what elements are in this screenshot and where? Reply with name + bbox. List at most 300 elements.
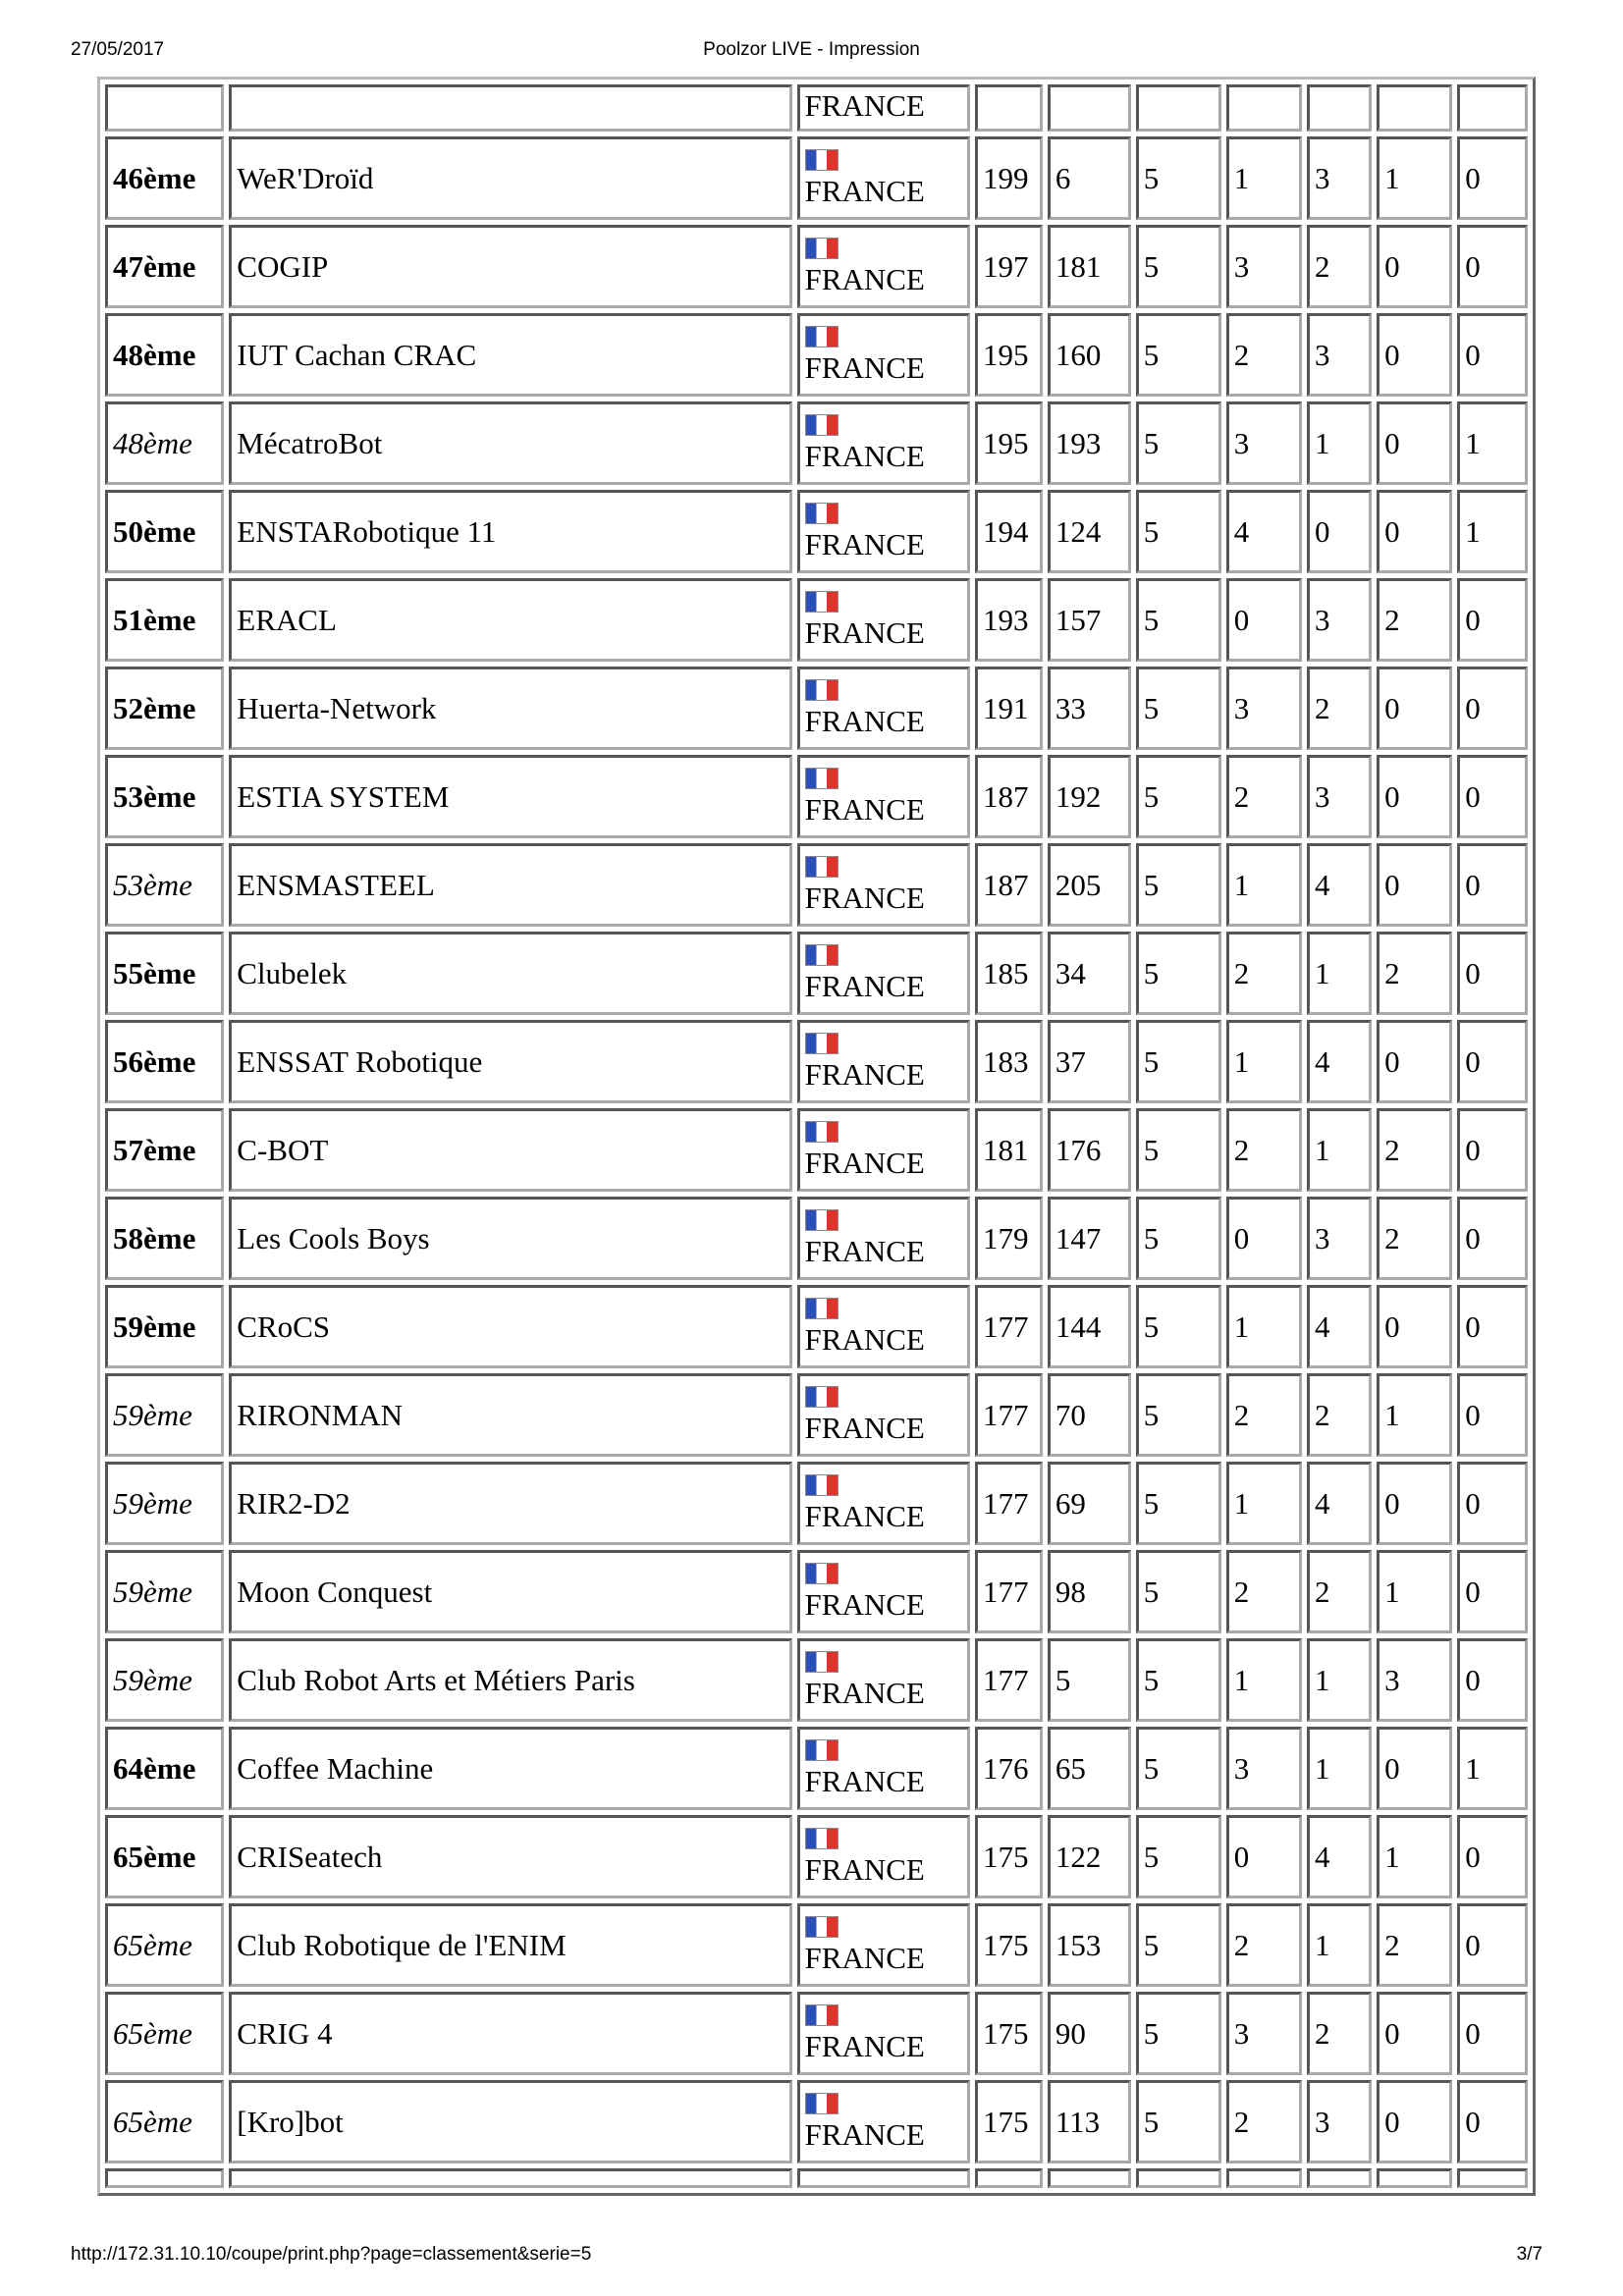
table-row: [105, 755, 1528, 838]
team-name-cell: ENSMASTEEL: [229, 843, 791, 927]
stat-cell: [1377, 84, 1452, 132]
team-name-cell: ENSSAT Robotique: [229, 1020, 791, 1103]
team-name-cell: Coffee Machine: [229, 1727, 791, 1810]
table-row: [105, 843, 1528, 927]
table-row: [105, 401, 1528, 485]
stat-cell: 0: [1457, 1815, 1528, 1898]
team-name-cell: CRoCS: [229, 1285, 791, 1368]
rank-cell: 64ème: [105, 1727, 224, 1810]
stat-cell: 1: [1307, 932, 1372, 1015]
empty-cell: [229, 2168, 791, 2188]
country-name: FRANCE: [804, 1498, 925, 1533]
rank-cell: 65ème: [105, 1903, 224, 1987]
country-cell: [797, 932, 970, 1015]
france-flag-icon: [805, 1209, 839, 1231]
country-cell: [797, 578, 970, 662]
table-row: [105, 1108, 1528, 1192]
stat-cell: 0: [1377, 490, 1452, 573]
france-flag-icon: [805, 238, 839, 259]
country-cell: [797, 313, 970, 397]
country-name: FRANCE: [804, 1675, 925, 1710]
country-cell: [797, 2080, 970, 2163]
stat-cell: 0: [1457, 1638, 1528, 1722]
stat-cell: 5: [1136, 313, 1221, 397]
stat-cell: 3: [1226, 667, 1302, 750]
ranking-body: [105, 84, 1528, 2188]
team-name-cell: ERACL: [229, 578, 791, 662]
table-row: [105, 2080, 1528, 2163]
stat-cell: 0: [1457, 755, 1528, 838]
stat-cell: 0: [1457, 1285, 1528, 1368]
stat-cell: 3: [1307, 2080, 1372, 2163]
france-flag-icon: [805, 1739, 839, 1761]
stat-cell: 5: [1136, 401, 1221, 485]
stat-cell: 5: [1136, 136, 1221, 220]
stat-cell: 2: [1226, 2080, 1302, 2163]
stat-cell: 0: [1457, 1550, 1528, 1633]
france-flag-icon: [805, 856, 839, 878]
stat-cell: 3: [1226, 1992, 1302, 2075]
points-cell: 177: [975, 1285, 1043, 1368]
stat-cell: 0: [1457, 136, 1528, 220]
stat-cell: 2: [1307, 225, 1372, 308]
rank-cell: 53ème: [105, 755, 224, 838]
country-cell: [797, 136, 970, 220]
team-number-cell: 181: [1048, 225, 1131, 308]
points-cell: 175: [975, 1903, 1043, 1987]
stat-cell: 3: [1226, 1727, 1302, 1810]
team-number-cell: 98: [1048, 1550, 1131, 1633]
france-flag-icon: [805, 414, 839, 436]
empty-cell: [1457, 2168, 1528, 2188]
team-name-cell: CRIG 4: [229, 1992, 791, 2075]
country-name: FRANCE: [804, 1851, 925, 1887]
country-name: FRANCE: [804, 1233, 925, 1268]
points-cell: 199: [975, 136, 1043, 220]
stat-cell: 3: [1226, 225, 1302, 308]
france-flag-icon: [805, 1563, 839, 1584]
team-number-cell: 176: [1048, 1108, 1131, 1192]
points-cell: 181: [975, 1108, 1043, 1192]
stat-cell: 0: [1377, 1727, 1452, 1810]
country-name: FRANCE: [804, 526, 925, 561]
points-cell: [975, 84, 1043, 132]
rank-cell: [105, 84, 224, 132]
stat-cell: 5: [1136, 1550, 1221, 1633]
team-name-cell: C-BOT: [229, 1108, 791, 1192]
france-flag-icon: [805, 1828, 839, 1849]
france-flag-icon: [805, 1651, 839, 1673]
team-number-cell: 113: [1048, 2080, 1131, 2163]
france-flag-icon: [805, 149, 839, 171]
stat-cell: 5: [1136, 1020, 1221, 1103]
stat-cell: 0: [1377, 667, 1452, 750]
empty-cell: [1226, 2168, 1302, 2188]
team-name-cell: Les Cools Boys: [229, 1197, 791, 1280]
empty-cell: [1377, 2168, 1452, 2188]
stat-cell: 0: [1226, 1815, 1302, 1898]
points-cell: 194: [975, 490, 1043, 573]
points-cell: 197: [975, 225, 1043, 308]
stat-cell: 2: [1307, 1550, 1372, 1633]
stat-cell: 0: [1377, 313, 1452, 397]
country-cell: [797, 1550, 970, 1633]
table-row: [105, 225, 1528, 308]
stat-cell: 4: [1307, 1815, 1372, 1898]
country-cell: [797, 1285, 970, 1368]
table-row: [105, 578, 1528, 662]
stat-cell: 2: [1226, 1108, 1302, 1192]
team-number-cell: 147: [1048, 1197, 1131, 1280]
team-name-cell: ESTIA SYSTEM: [229, 755, 791, 838]
team-number-cell: 124: [1048, 490, 1131, 573]
france-flag-icon: [805, 768, 839, 789]
stat-cell: 0: [1457, 1197, 1528, 1280]
team-name-cell: COGIP: [229, 225, 791, 308]
empty-cell: [975, 2168, 1043, 2188]
stat-cell: 5: [1136, 843, 1221, 927]
stat-cell: 2: [1377, 578, 1452, 662]
team-name-cell: MécatroBot: [229, 401, 791, 485]
points-cell: 195: [975, 313, 1043, 397]
empty-cell: [105, 2168, 224, 2188]
stat-cell: 4: [1226, 490, 1302, 573]
stat-cell: 5: [1136, 932, 1221, 1015]
country-cell: [797, 1197, 970, 1280]
country-cell: [797, 225, 970, 308]
team-number-cell: 157: [1048, 578, 1131, 662]
stat-cell: 5: [1136, 2080, 1221, 2163]
team-number-cell: 192: [1048, 755, 1131, 838]
table-row: [105, 1727, 1528, 1810]
team-number-cell: 37: [1048, 1020, 1131, 1103]
stat-cell: 0: [1457, 1462, 1528, 1545]
stat-cell: 5: [1136, 1903, 1221, 1987]
stat-cell: 3: [1307, 578, 1372, 662]
team-number-cell: 6: [1048, 136, 1131, 220]
stat-cell: 1: [1307, 1727, 1372, 1810]
country-name: FRANCE: [804, 349, 925, 385]
rank-cell: 59ème: [105, 1285, 224, 1368]
stat-cell: 0: [1457, 578, 1528, 662]
stat-cell: 3: [1307, 755, 1372, 838]
country-name: FRANCE: [804, 1056, 925, 1092]
team-name-cell: [Kro]bot: [229, 2080, 791, 2163]
stat-cell: 2: [1307, 667, 1372, 750]
france-flag-icon: [805, 1916, 839, 1938]
table-row: [105, 1020, 1528, 1103]
stat-cell: 2: [1377, 932, 1452, 1015]
table-row: [105, 667, 1528, 750]
stat-cell: 1: [1377, 1373, 1452, 1457]
stat-cell: 2: [1226, 1550, 1302, 1633]
stat-cell: 0: [1457, 932, 1528, 1015]
points-cell: 195: [975, 401, 1043, 485]
points-cell: 183: [975, 1020, 1043, 1103]
stat-cell: 2: [1226, 932, 1302, 1015]
team-name-cell: Moon Conquest: [229, 1550, 791, 1633]
stat-cell: 4: [1307, 1285, 1372, 1368]
stat-cell: 2: [1377, 1903, 1452, 1987]
table-row: [105, 1197, 1528, 1280]
stat-cell: 1: [1307, 1108, 1372, 1192]
rank-cell: 57ème: [105, 1108, 224, 1192]
country-name: FRANCE: [804, 1586, 925, 1622]
points-cell: 177: [975, 1638, 1043, 1722]
country-cell: [797, 1903, 970, 1987]
country-cell: [797, 1020, 970, 1103]
table-row-partial: [105, 84, 1528, 132]
country-name: FRANCE: [804, 1410, 925, 1445]
country-name: FRANCE: [804, 1145, 925, 1180]
team-name-cell: WeR'Droïd: [229, 136, 791, 220]
team-number-cell: 193: [1048, 401, 1131, 485]
stat-cell: 0: [1226, 578, 1302, 662]
stat-cell: 0: [1457, 313, 1528, 397]
stat-cell: 2: [1377, 1108, 1452, 1192]
stat-cell: 4: [1307, 1020, 1372, 1103]
country-cell: [797, 401, 970, 485]
stat-cell: 0: [1457, 1108, 1528, 1192]
page-number: 3/7: [1516, 2244, 1542, 2265]
stat-cell: 5: [1136, 1727, 1221, 1810]
points-cell: 179: [975, 1197, 1043, 1280]
team-number-cell: 70: [1048, 1373, 1131, 1457]
print-date: 27/05/2017: [71, 39, 165, 60]
stat-cell: 2: [1226, 755, 1302, 838]
rank-cell: 65ème: [105, 2080, 224, 2163]
france-flag-icon: [805, 1121, 839, 1143]
points-cell: 177: [975, 1373, 1043, 1457]
stat-cell: 0: [1457, 843, 1528, 927]
stat-cell: 1: [1457, 401, 1528, 485]
empty-cell: [1136, 2168, 1221, 2188]
stat-cell: 2: [1377, 1197, 1452, 1280]
stat-cell: 5: [1136, 1462, 1221, 1545]
stat-cell: [1457, 84, 1528, 132]
stat-cell: 3: [1307, 136, 1372, 220]
stat-cell: 5: [1136, 490, 1221, 573]
team-number-cell: 65: [1048, 1727, 1131, 1810]
country-name: FRANCE: [804, 614, 925, 650]
stat-cell: 1: [1226, 1285, 1302, 1368]
country-name: FRANCE: [804, 2028, 925, 2063]
stat-cell: 0: [1377, 1992, 1452, 2075]
stat-cell: 0: [1377, 755, 1452, 838]
stat-cell: 3: [1226, 401, 1302, 485]
page-title: Poolzor LIVE - Impression: [703, 39, 920, 60]
team-number-cell: [1048, 84, 1131, 132]
rank-cell: 58ème: [105, 1197, 224, 1280]
stat-cell: 2: [1226, 313, 1302, 397]
stat-cell: 5: [1136, 1373, 1221, 1457]
stat-cell: 0: [1226, 1197, 1302, 1280]
country-name: FRANCE: [804, 173, 925, 208]
stat-cell: 5: [1136, 1285, 1221, 1368]
stat-cell: 5: [1136, 1815, 1221, 1898]
stat-cell: 1: [1226, 1638, 1302, 1722]
stat-cell: 5: [1136, 755, 1221, 838]
team-number-cell: 69: [1048, 1462, 1131, 1545]
stat-cell: 0: [1457, 1020, 1528, 1103]
points-cell: 175: [975, 1992, 1043, 2075]
points-cell: 175: [975, 1815, 1043, 1898]
rank-cell: 50ème: [105, 490, 224, 573]
country-cell: [797, 843, 970, 927]
stat-cell: 3: [1377, 1638, 1452, 1722]
stat-cell: 1: [1457, 490, 1528, 573]
country-name: FRANCE: [804, 1321, 925, 1357]
team-name-cell: IUT Cachan CRAC: [229, 313, 791, 397]
country-name: FRANCE: [804, 261, 925, 296]
country-cell: [797, 1462, 970, 1545]
rank-cell: 46ème: [105, 136, 224, 220]
stat-cell: 3: [1307, 1197, 1372, 1280]
stat-cell: 0: [1457, 1903, 1528, 1987]
points-cell: 185: [975, 932, 1043, 1015]
stat-cell: 1: [1377, 136, 1452, 220]
stat-cell: 1: [1377, 1550, 1452, 1633]
stat-cell: 2: [1226, 1373, 1302, 1457]
stat-cell: 5: [1136, 1638, 1221, 1722]
empty-cell: [1048, 2168, 1131, 2188]
stat-cell: 5: [1136, 667, 1221, 750]
team-name-cell: RIRONMAN: [229, 1373, 791, 1457]
points-cell: 175: [975, 2080, 1043, 2163]
france-flag-icon: [805, 679, 839, 701]
rank-cell: 56ème: [105, 1020, 224, 1103]
stat-cell: 0: [1377, 843, 1452, 927]
stat-cell: 0: [1457, 667, 1528, 750]
stat-cell: 2: [1307, 1992, 1372, 2075]
team-name-cell: Clubelek: [229, 932, 791, 1015]
team-number-cell: 33: [1048, 667, 1131, 750]
stat-cell: 1: [1307, 1638, 1372, 1722]
france-flag-icon: [805, 591, 839, 613]
rank-cell: 47ème: [105, 225, 224, 308]
stat-cell: [1307, 84, 1372, 132]
country-cell: [797, 667, 970, 750]
stat-cell: 0: [1377, 225, 1452, 308]
france-flag-icon: [805, 2004, 839, 2026]
points-cell: 176: [975, 1727, 1043, 1810]
stat-cell: 5: [1136, 225, 1221, 308]
country-cell: [797, 755, 970, 838]
team-name-cell: ENSTARobotique 11: [229, 490, 791, 573]
country-cell: [797, 1727, 970, 1810]
country-cell: [797, 490, 970, 573]
country-name: FRANCE: [804, 88, 925, 123]
team-number-cell: 90: [1048, 1992, 1131, 2075]
table-row: [105, 1550, 1528, 1633]
country-name: FRANCE: [804, 2116, 925, 2152]
stat-cell: 0: [1457, 225, 1528, 308]
stat-cell: 0: [1377, 401, 1452, 485]
team-name-cell: CRISeatech: [229, 1815, 791, 1898]
stat-cell: 5: [1136, 578, 1221, 662]
table-row: [105, 1285, 1528, 1368]
rank-cell: 55ème: [105, 932, 224, 1015]
team-number-cell: 205: [1048, 843, 1131, 927]
empty-cell: [797, 2168, 970, 2188]
rank-cell: 53ème: [105, 843, 224, 927]
country-name: FRANCE: [804, 1763, 925, 1798]
stat-cell: [1136, 84, 1221, 132]
france-flag-icon: [805, 944, 839, 966]
rank-cell: 59ème: [105, 1373, 224, 1457]
france-flag-icon: [805, 1033, 839, 1054]
table-row: [105, 313, 1528, 397]
team-name-cell: Club Robotique de l'ENIM: [229, 1903, 791, 1987]
points-cell: 177: [975, 1462, 1043, 1545]
table-row: [105, 1373, 1528, 1457]
table-row: [105, 1903, 1528, 1987]
stat-cell: 0: [1377, 2080, 1452, 2163]
page-url: http://172.31.10.10/coupe/print.php?page=classement&serie=5: [71, 2244, 592, 2265]
stat-cell: 2: [1226, 1903, 1302, 1987]
stat-cell: 0: [1377, 1462, 1452, 1545]
table-row: [105, 136, 1528, 220]
rank-cell: 65ème: [105, 1992, 224, 2075]
france-flag-icon: [805, 326, 839, 347]
points-cell: 187: [975, 755, 1043, 838]
stat-cell: 1: [1377, 1815, 1452, 1898]
country-cell: [797, 1638, 970, 1722]
team-number-cell: 144: [1048, 1285, 1131, 1368]
rank-cell: 51ème: [105, 578, 224, 662]
stat-cell: 4: [1307, 843, 1372, 927]
stat-cell: 3: [1307, 313, 1372, 397]
team-name-cell: Club Robot Arts et Métiers Paris: [229, 1638, 791, 1722]
team-number-cell: 160: [1048, 313, 1131, 397]
rank-cell: 59ème: [105, 1550, 224, 1633]
stat-cell: 0: [1457, 1992, 1528, 2075]
empty-cell: [1307, 2168, 1372, 2188]
stat-cell: 1: [1307, 401, 1372, 485]
stat-cell: 0: [1457, 2080, 1528, 2163]
country-name: FRANCE: [804, 438, 925, 473]
france-flag-icon: [805, 1474, 839, 1496]
team-number-cell: 122: [1048, 1815, 1131, 1898]
stat-cell: 5: [1136, 1197, 1221, 1280]
table-row: [105, 490, 1528, 573]
stat-cell: 0: [1377, 1020, 1452, 1103]
stat-cell: 1: [1226, 136, 1302, 220]
stat-cell: 1: [1226, 1462, 1302, 1545]
country-cell: [797, 84, 970, 132]
country-name: FRANCE: [804, 703, 925, 738]
country-name: FRANCE: [804, 1940, 925, 1975]
points-cell: 177: [975, 1550, 1043, 1633]
team-number-cell: 5: [1048, 1638, 1131, 1722]
stat-cell: 0: [1377, 1285, 1452, 1368]
points-cell: 187: [975, 843, 1043, 927]
stat-cell: [1226, 84, 1302, 132]
table-row: [105, 1815, 1528, 1898]
stat-cell: 0: [1307, 490, 1372, 573]
team-name-cell: Huerta-Network: [229, 667, 791, 750]
stat-cell: 0: [1457, 1373, 1528, 1457]
points-cell: 193: [975, 578, 1043, 662]
team-number-cell: 34: [1048, 932, 1131, 1015]
france-flag-icon: [805, 2093, 839, 2114]
stat-cell: 4: [1307, 1462, 1372, 1545]
country-cell: [797, 1373, 970, 1457]
rank-cell: 48ème: [105, 313, 224, 397]
country-cell: [797, 1992, 970, 2075]
rank-cell: 59ème: [105, 1638, 224, 1722]
rank-cell: 52ème: [105, 667, 224, 750]
